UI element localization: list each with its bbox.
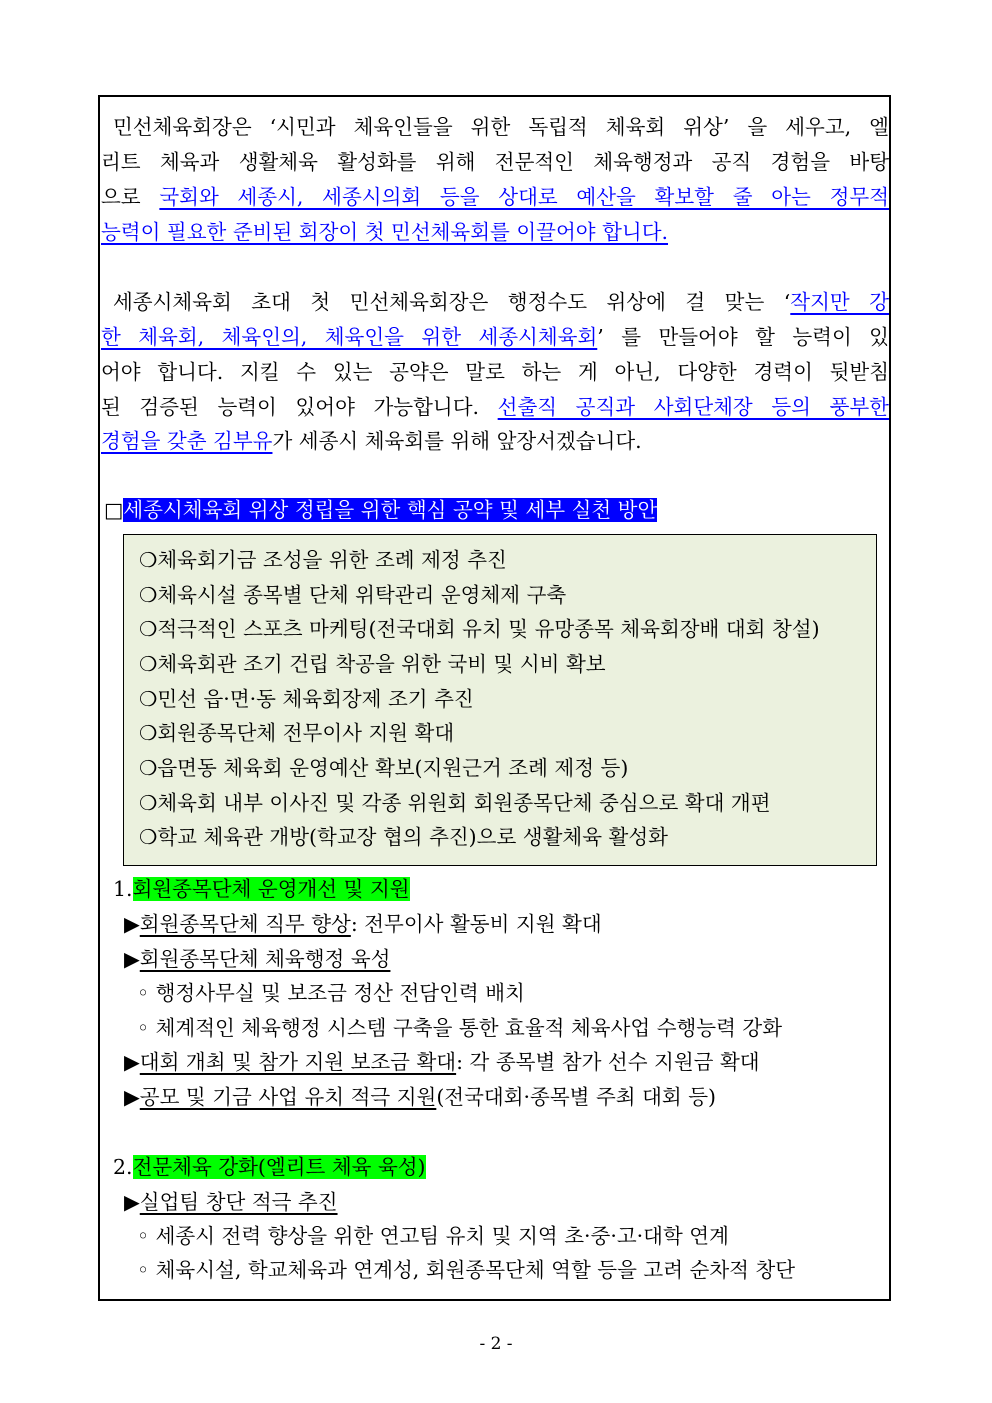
s2-item-a-sub: ◦ 체육시설, 학교체육과 연계성, 회원종목단체 역할 등을 고려 순차적 창단 (137, 1258, 796, 1282)
s1-item-b-sub: ◦ 행정사무실 및 보조금 정산 전담인력 배치 (137, 981, 525, 1005)
experience-link: 선출직 공직과 사회단체장 등의 풍부한 (497, 395, 889, 419)
s1-item-b-sub: ◦ 체계적인 체육행정 시스템 구축을 통한 효율적 체육사업 수행능력 강화 (137, 1016, 783, 1040)
intro-p2-line4: 된 검증된 능력이 있어야 가능합니다. 선출직 공직과 사회단체장 등의 풍부한 (101, 395, 889, 419)
slogan-link: 작지만 강 (790, 290, 889, 314)
budget-highlight-link-cont: 능력이 필요한 준비된 회장이 첫 민선체육회를 이끌어야 합니다. (101, 220, 669, 244)
pledge-item: ❍학교 체육관 개방(학교장 협의 추진)으로 생활체육 활성화 (139, 825, 668, 849)
intro-p2-line1: 세종시체육회 초대 첫 민선체육회장은 행정수도 위상에 걸 맞는 ‘작지만 강 (113, 290, 889, 314)
section-title: 세종시체육회 위상 정립을 위한 핵심 공약 및 세부 실천 방안 (123, 498, 658, 522)
pledge-item: ❍체육회기금 조성을 위한 조례 제정 추진 (139, 548, 507, 572)
s2-title: 전문체육 강화(엘리트 체육 육성) (132, 1155, 426, 1179)
s1-item-b: ▶회원종목단체 체육행정 육성 (124, 947, 391, 971)
s1-item-a: ▶회원종목단체 직무 향상: 전무이사 활동비 지원 확대 (124, 912, 602, 936)
slogan-link-cont: 한 체육회, 체육인의, 체육인을 위한 세종시체육회 (101, 325, 598, 349)
pledge-item: ❍회원종목단체 전무이사 지원 확대 (139, 721, 455, 745)
square-bullet-icon: □ (104, 498, 124, 522)
pledge-item: ❍체육시설 종목별 단체 위탁관리 운영체제 구축 (139, 583, 567, 607)
arrow-right-icon: ▶ (124, 1190, 140, 1214)
arrow-right-icon: ▶ (124, 1050, 140, 1074)
pledge-item: ❍체육회관 조기 건립 착공을 위한 국비 및 시비 확보 (139, 652, 606, 676)
pledge-item: ❍읍면동 체육회 운영예산 확보(지원근거 조례 제정 등) (139, 756, 629, 780)
pledge-item: ❍민선 읍·면·동 체육회장제 조기 추진 (139, 687, 474, 711)
intro-p1-line1: 민선체육회장은 ‘시민과 체육인들을 위한 독립적 체육회 위상’ 을 세우고, 엘 (113, 115, 889, 139)
intro-p1-line2: 리트 체육과 생활체육 활성화를 위해 전문적인 체육행정과 공직 경험을 바탕 (101, 150, 889, 174)
page-number: - 2 - (479, 1334, 513, 1354)
s1-item-d: ▶공모 및 기금 사업 유치 적극 지원(전국대회·종목별 주최 대회 등) (124, 1085, 717, 1109)
pledge-item: ❍체육회 내부 이사진 및 각종 위원회 회원종목단체 중심으로 확대 개편 (139, 791, 771, 815)
s1-item-c: ▶대회 개최 및 참가 지원 보조금 확대: 각 종목별 참가 선수 지원금 확대 (124, 1050, 760, 1074)
intro-p2-line5: 경험을 갖춘 김부유가 세종시 체육회를 위해 앞장서겠습니다. (101, 429, 642, 453)
pledge-item: ❍적극적인 스포츠 마케팅(전국대회 유치 및 유망종목 체육회장배 대회 창설) (139, 617, 820, 641)
intro-p1-line3: 으로 국회와 세종시, 세종시의회 등을 상대로 예산을 확보할 줄 아는 정무적 (101, 185, 890, 209)
s1-title: 회원종목단체 운영개선 및 지원 (132, 877, 410, 901)
experience-link-cont: 경험을 갖춘 김부유 (101, 429, 273, 453)
intro-p2-line2: 한 체육회, 체육인의, 체육인을 위한 세종시체육회’ 를 만들어야 할 능력이 있 (101, 325, 889, 349)
arrow-right-icon: ▶ (124, 947, 140, 971)
intro-p1-line4 (101, 217, 889, 247)
arrow-right-icon: ▶ (124, 1085, 140, 1109)
s2-item-a-sub: ◦ 세종시 전력 향상을 위한 연고팀 유치 및 지역 초·중·고·대학 연계 (137, 1224, 729, 1248)
s2-heading: 2.전문체육 강화(엘리트 체육 육성) (113, 1155, 426, 1179)
s1-heading: 1.회원종목단체 운영개선 및 지원 (113, 877, 410, 901)
intro-p2-line3: 어야 합니다. 지킬 수 있는 공약은 말로 하는 게 아닌, 다양한 경력이 뒷받침 (101, 360, 889, 384)
budget-highlight-link: 국회와 세종시, 세종시의회 등을 상대로 예산을 확보할 줄 아는 정무적 (159, 185, 890, 209)
s2-item-a: ▶실업팀 창단 적극 추진 (124, 1190, 338, 1214)
arrow-right-icon: ▶ (124, 912, 140, 936)
section-heading (104, 495, 884, 525)
